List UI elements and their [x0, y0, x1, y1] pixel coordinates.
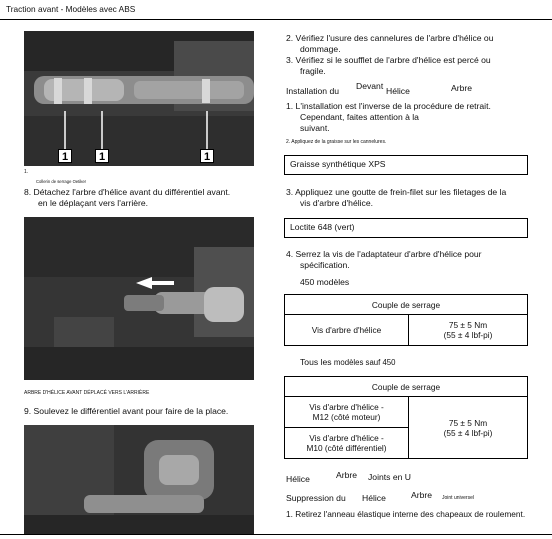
install-heading-w4: Arbre	[451, 83, 473, 93]
torque-label-m10-a: Vis d'arbre d'hélice -	[309, 433, 384, 443]
joint-heading	[286, 470, 542, 486]
torque-value-2	[409, 397, 528, 459]
all-models-label	[300, 357, 395, 368]
torque-table-2-header-row	[285, 377, 528, 397]
removal-step-1: 1. Retirez l'anneau élastique interne des chapeaux de roulement.	[286, 509, 526, 519]
torque-table-2-header: Couple de serrage	[285, 377, 528, 397]
caption-1-number: 1.	[24, 169, 29, 175]
torque-value-nm: 75 ± 5 Nm	[448, 320, 488, 330]
step-8-line1: 8. Détachez l'arbre d'hélice avant du différentiel avant.	[24, 187, 231, 197]
step-2-line1: 2. Vérifiez l'usure des cannelures de l'arbre d'hélice ou	[286, 33, 494, 43]
step-2-line2: dommage.	[300, 44, 341, 54]
torque-label: Vis d'arbre d'hélice	[285, 315, 409, 346]
step-3	[286, 55, 542, 77]
caption-1	[24, 169, 254, 175]
torque-label-m12-b: M12 (côté moteur)	[312, 412, 381, 422]
header-title: Traction avant - Modèles avec ABS	[6, 4, 136, 14]
step-8	[24, 187, 264, 209]
photo-differential-image	[24, 425, 254, 534]
photo-driveshaft-moved	[24, 217, 254, 380]
photo-driveshaft-clamps-image	[24, 31, 254, 166]
torque-table-450	[284, 294, 528, 346]
bottom-rule	[0, 534, 552, 535]
install-heading	[286, 81, 542, 97]
install-step-1-line3: suivant.	[300, 123, 330, 133]
removal-heading-w2: Hélice	[362, 493, 386, 503]
install-heading-w2: Devant	[356, 81, 384, 91]
photo-differential	[24, 425, 254, 534]
joint-heading-w1: Hélice	[286, 474, 310, 484]
photo-driveshaft-clamps	[24, 31, 254, 166]
grease-box	[284, 155, 528, 175]
torque-label-m12-a: Vis d'arbre d'hélice -	[309, 402, 384, 412]
torque-table-header: Couple de serrage	[285, 295, 528, 315]
torque-label-m10-b: M10 (côté différentiel)	[306, 443, 387, 453]
callout-1: 1	[58, 149, 72, 163]
models-450-label: 450 modèles	[300, 277, 350, 287]
step-2	[286, 33, 542, 55]
torque-table-2-row	[285, 397, 528, 428]
install-step-3-line2: vis d'arbre d'hélice.	[300, 198, 374, 208]
install-step-4	[286, 249, 542, 271]
torque-table-header-row	[285, 295, 528, 315]
removal-heading-w3: Arbre	[411, 490, 433, 500]
joint-heading-w3: Joints en U	[368, 472, 411, 482]
step-8-line2: en le déplaçant vers l'arrière.	[38, 198, 149, 208]
page-header	[0, 0, 552, 22]
grease-box-text: Graisse synthétique XPS	[290, 159, 386, 169]
photo-driveshaft-moved-image	[24, 217, 254, 380]
caption-2: ARBRE D'HÉLICE AVANT DÉPLACÉ VERS L'ARRIÈRE	[24, 390, 150, 396]
install-step-1	[286, 101, 542, 134]
step-9: 9. Soulevez le différentiel avant pour faire de la place.	[24, 406, 229, 416]
torque-label-m12	[285, 397, 409, 428]
torque-value-2-lbf: (55 ± 4 lbf-pi)	[443, 427, 493, 438]
torque-table-row	[285, 315, 528, 346]
install-heading-w3: Hélice	[386, 86, 410, 96]
torque-value-2-nm: 75 ± 5 Nm	[448, 417, 488, 428]
torque-value	[409, 315, 528, 346]
callout-1: 1	[200, 149, 214, 163]
step-3-line2: fragile.	[300, 66, 326, 76]
joint-heading-w2: Arbre	[336, 470, 358, 480]
header-rule	[0, 19, 552, 20]
loctite-box	[284, 218, 528, 238]
callout-1: 1	[95, 149, 109, 163]
removal-heading-w4: Joint universel	[442, 495, 474, 501]
install-step-3	[286, 187, 542, 209]
caption-1-text	[36, 179, 86, 184]
install-step-1-line1: 1. L'installation est l'inverse de la procédure de retrait.	[286, 101, 491, 111]
torque-table-other	[284, 376, 528, 459]
caption-1-small: Collerin de	[36, 179, 57, 184]
all-models-w1: Tous les	[300, 357, 332, 367]
loctite-box-text: Loctite 648 (vert)	[290, 222, 355, 232]
torque-value-lbf: (55 ± 4 lbf-pi)	[443, 330, 493, 340]
caption-1-tiny: serrage Oetiker	[57, 179, 87, 184]
install-heading-w1: Installation du	[286, 86, 340, 96]
install-step-3-line1: 3. Appliquez une goutte de frein-filet sur les filetages de la	[286, 187, 507, 197]
removal-heading	[286, 489, 542, 505]
step-3-line1: 3. Vérifiez si le soufflet de l'arbre d'hélice est percé ou	[286, 55, 491, 65]
install-step-2: 2. Appliquez de la graisse sur les cannelures.	[286, 139, 387, 145]
all-models-w2: modèles sauf 450	[333, 358, 396, 367]
install-step-4-line2: spécification.	[300, 260, 350, 270]
torque-label-m10	[285, 428, 409, 459]
removal-heading-w1: Suppression du	[286, 493, 346, 503]
install-step-1-line2: Cependant, faites attention à la	[300, 112, 419, 122]
install-step-4-line1: 4. Serrez la vis de l'adaptateur d'arbre d'hélice pour	[286, 249, 482, 259]
